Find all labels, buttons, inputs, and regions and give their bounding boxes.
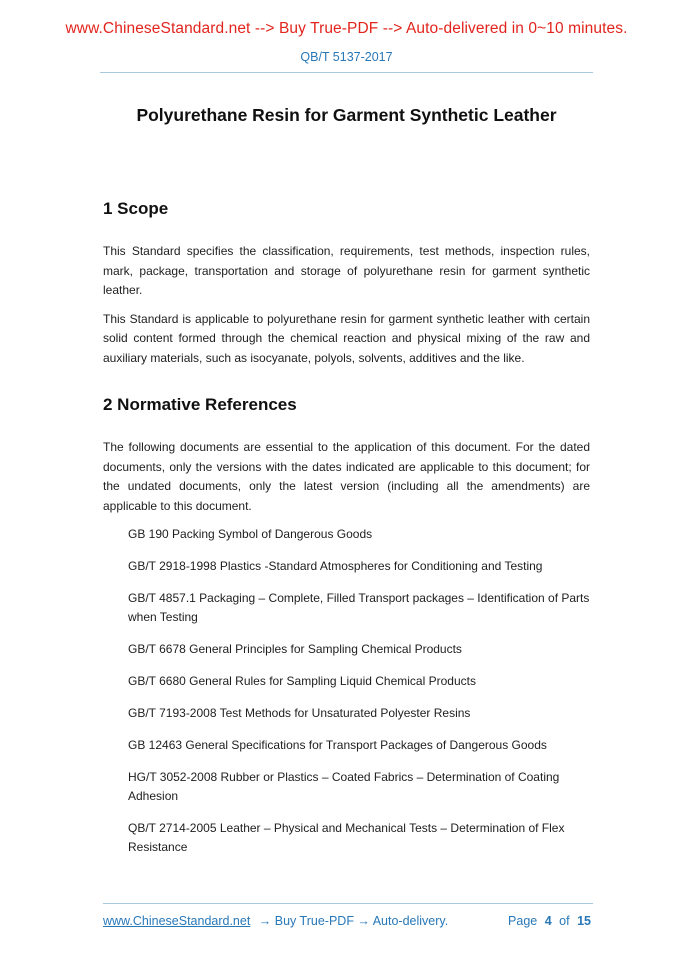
page-indicator: [506, 913, 593, 929]
section-heading-scope: 1 Scope: [103, 199, 169, 218]
reference-item: GB 12463 General Specifications for Transport Packages of Dangerous Goods: [128, 738, 547, 752]
reference-item: GB/T 4857.1 Packaging – Complete, Filled Transport packages – Identification of Parts when Testing: [128, 591, 590, 624]
reference-item: GB/T 2918-1998 Plastics -Standard Atmospheres for Conditioning and Testing: [128, 559, 543, 573]
reference-item: GB/T 6678 General Principles for Sampling Chemical Products: [128, 642, 462, 656]
header-divider: [100, 72, 593, 73]
scope-paragraph-2: This Standard is applicable to polyurethane resin for garment synthetic leather with certain solid content formed through the chemical reaction and physical mixing of the raw and auxiliary materials, such as isocyanate, polyols, solvents, additives and the like.: [103, 311, 590, 365]
normative-references-intro: The following documents are essential to the application of this document. For the dated documents, only the versions with the dates indicated are applicable to this document; for the undated documents, only the latest version (including all the amendments) are applicable to this document.: [103, 440, 590, 513]
document-body: [103, 198, 590, 857]
page-current: 4: [544, 914, 552, 928]
promo-banner: www.ChineseStandard.net --> Buy True-PDF --> Auto-delivered in 0~10 minutes.: [65, 20, 628, 37]
footer-site-link[interactable]: www.ChineseStandard.net: [103, 914, 251, 928]
reference-item: GB/T 6680 General Rules for Sampling Liquid Chemical Products: [128, 674, 476, 688]
reference-item: GB 190 Packing Symbol of Dangerous Goods: [128, 527, 373, 541]
reference-item: GB/T 7193-2008 Test Methods for Unsaturated Polyester Resins: [128, 706, 471, 720]
section-heading-normative-references: 2 Normative References: [103, 395, 297, 414]
footer-promo: [103, 913, 448, 929]
reference-item: HG/T 3052-2008 Rubber or Plastics – Coated Fabrics – Determination of Coating Adhesion: [128, 770, 560, 803]
document-title: Polyurethane Resin for Garment Synthetic Leather: [136, 105, 557, 125]
page-label: Page: [508, 914, 538, 928]
page-footer: [103, 903, 593, 929]
reference-list: [103, 525, 590, 857]
standard-code: QB/T 5137-2017: [300, 50, 393, 64]
reference-item: QB/T 2714-2005 Leather – Physical and Mechanical Tests – Determination of Flex Resistance: [128, 821, 565, 854]
scope-paragraph-1: This Standard specifies the classification, requirements, test methods, inspection rules, mark, package, transportation and storage of polyurethane resin for garment synthetic leather.: [103, 244, 590, 297]
page-of-label: of: [559, 914, 570, 928]
page-total: 15: [577, 914, 591, 928]
footer-promo-text: → Buy True-PDF → Auto-delivery.: [258, 914, 449, 928]
